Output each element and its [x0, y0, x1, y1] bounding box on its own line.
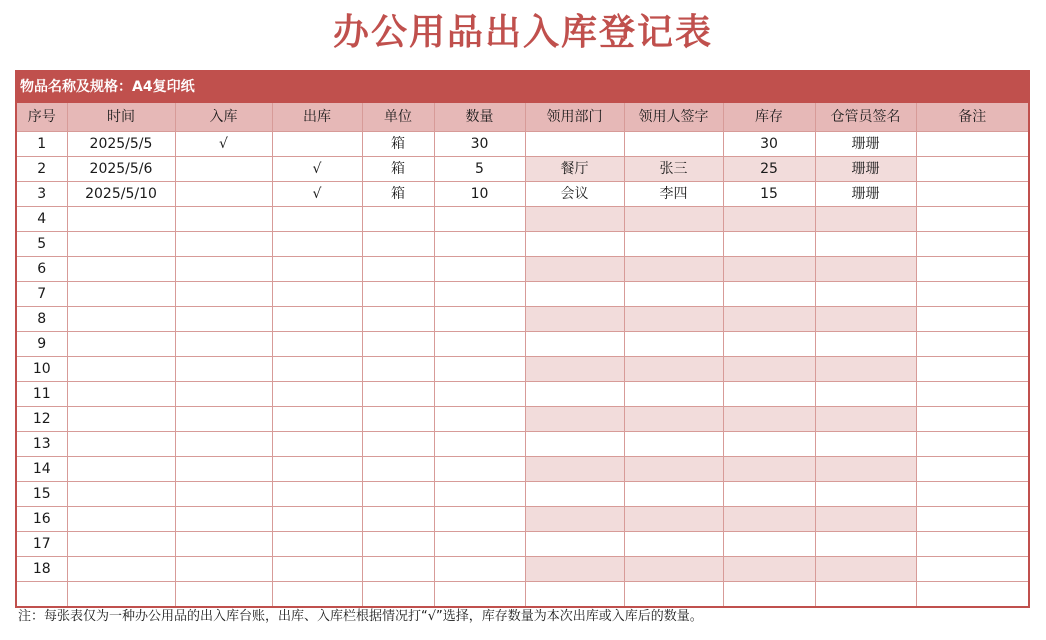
cell-receiver-signature[interactable]: [624, 457, 723, 482]
cell-keeper-signature[interactable]: [815, 407, 916, 432]
cell-department[interactable]: [525, 357, 624, 382]
cell-stock-out[interactable]: [272, 282, 362, 307]
cell-remarks[interactable]: [916, 507, 1028, 532]
cell-remarks[interactable]: [916, 407, 1028, 432]
cell-seq[interactable]: 18: [17, 557, 67, 582]
cell-remarks[interactable]: [916, 457, 1028, 482]
cell-stock[interactable]: [723, 482, 815, 507]
cell-date[interactable]: [67, 232, 175, 257]
table-row: [17, 457, 1028, 482]
cell-receiver-signature[interactable]: [624, 207, 723, 232]
cell-unit[interactable]: [362, 582, 434, 607]
cell-quantity[interactable]: [434, 457, 525, 482]
cell-stock-in[interactable]: [175, 432, 272, 457]
cell-stock-out[interactable]: [272, 257, 362, 282]
cell-remarks[interactable]: [916, 257, 1028, 282]
table-row: [17, 407, 1028, 432]
cell-stock-in[interactable]: [175, 382, 272, 407]
table-row: [17, 582, 1028, 607]
cell-department[interactable]: 会议: [525, 182, 624, 207]
cell-date[interactable]: [67, 207, 175, 232]
cell-stock-out[interactable]: [272, 532, 362, 557]
cell-stock[interactable]: 30: [723, 132, 815, 157]
column-header-keeper-signature: 仓管员签名: [815, 103, 916, 132]
cell-seq[interactable]: 10: [17, 357, 67, 382]
cell-seq[interactable]: 16: [17, 507, 67, 532]
column-header-unit: 单位: [362, 103, 434, 132]
cell-seq[interactable]: 15: [17, 482, 67, 507]
cell-department[interactable]: [525, 557, 624, 582]
cell-stock-in[interactable]: [175, 457, 272, 482]
cell-stock-out[interactable]: [272, 557, 362, 582]
cell-department[interactable]: [525, 332, 624, 357]
cell-receiver-signature[interactable]: [624, 307, 723, 332]
cell-unit[interactable]: [362, 482, 434, 507]
table-row: [17, 232, 1028, 257]
cell-department[interactable]: [525, 532, 624, 557]
cell-quantity[interactable]: [434, 282, 525, 307]
cell-receiver-signature[interactable]: [624, 532, 723, 557]
cell-unit[interactable]: [362, 382, 434, 407]
table-row: [17, 307, 1028, 332]
cell-unit[interactable]: [362, 307, 434, 332]
cell-quantity[interactable]: [434, 232, 525, 257]
cell-receiver-signature[interactable]: [624, 132, 723, 157]
column-header-stock-in: 入库: [175, 103, 272, 132]
cell-date[interactable]: [67, 532, 175, 557]
cell-seq[interactable]: 8: [17, 307, 67, 332]
cell-remarks[interactable]: [916, 207, 1028, 232]
cell-stock[interactable]: [723, 432, 815, 457]
cell-stock[interactable]: [723, 282, 815, 307]
cell-date[interactable]: [67, 557, 175, 582]
cell-stock-out[interactable]: [272, 457, 362, 482]
column-header-seq: 序号: [17, 103, 67, 132]
cell-receiver-signature[interactable]: [624, 407, 723, 432]
cell-seq[interactable]: 4: [17, 207, 67, 232]
cell-quantity[interactable]: 30: [434, 132, 525, 157]
sheet-title: 办公用品出入库登记表: [332, 12, 713, 53]
cell-date[interactable]: [67, 257, 175, 282]
cell-remarks[interactable]: [916, 382, 1028, 407]
cell-quantity[interactable]: [434, 382, 525, 407]
cell-stock-out[interactable]: [272, 357, 362, 382]
cell-remarks[interactable]: [916, 482, 1028, 507]
cell-keeper-signature[interactable]: 珊珊: [815, 132, 916, 157]
cell-unit[interactable]: 箱: [362, 157, 434, 182]
cell-quantity[interactable]: [434, 257, 525, 282]
cell-remarks[interactable]: [916, 582, 1028, 607]
cell-receiver-signature[interactable]: [624, 482, 723, 507]
cell-stock-in[interactable]: [175, 257, 272, 282]
cell-stock-in[interactable]: [175, 357, 272, 382]
cell-stock-in[interactable]: [175, 207, 272, 232]
cell-quantity[interactable]: [434, 507, 525, 532]
cell-stock-out[interactable]: [272, 207, 362, 232]
column-header-department: 领用部门: [525, 103, 624, 132]
cell-stock-out[interactable]: [272, 482, 362, 507]
cell-stock-out[interactable]: [272, 582, 362, 607]
cell-unit[interactable]: [362, 232, 434, 257]
cell-quantity[interactable]: [434, 407, 525, 432]
table-row: [17, 357, 1028, 382]
cell-quantity[interactable]: [434, 482, 525, 507]
cell-seq[interactable]: 7: [17, 282, 67, 307]
cell-stock-in[interactable]: √: [175, 132, 272, 157]
cell-stock-out[interactable]: [272, 382, 362, 407]
cell-unit[interactable]: [362, 457, 434, 482]
table-row: [17, 282, 1028, 307]
cell-seq[interactable]: 14: [17, 457, 67, 482]
item-name-bar[interactable]: 物品名称及规格：A4复印纸: [17, 72, 1028, 103]
cell-quantity[interactable]: [434, 357, 525, 382]
cell-department[interactable]: 餐厅: [525, 157, 624, 182]
cell-stock-out[interactable]: [272, 507, 362, 532]
cell-keeper-signature[interactable]: [815, 457, 916, 482]
cell-keeper-signature[interactable]: [815, 257, 916, 282]
cell-quantity[interactable]: [434, 207, 525, 232]
cell-date[interactable]: [67, 582, 175, 607]
column-header-receiver-signature: 领用人签字: [624, 103, 723, 132]
cell-unit[interactable]: [362, 532, 434, 557]
cell-keeper-signature[interactable]: [815, 432, 916, 457]
cell-keeper-signature[interactable]: [815, 232, 916, 257]
cell-department[interactable]: [525, 457, 624, 482]
cell-keeper-signature[interactable]: [815, 557, 916, 582]
cell-stock-in[interactable]: [175, 482, 272, 507]
cell-remarks[interactable]: [916, 307, 1028, 332]
cell-stock[interactable]: [723, 407, 815, 432]
cell-date[interactable]: [67, 282, 175, 307]
cell-stock[interactable]: [723, 332, 815, 357]
cell-stock[interactable]: [723, 357, 815, 382]
cell-stock[interactable]: 25: [723, 157, 815, 182]
cell-keeper-signature[interactable]: [815, 357, 916, 382]
cell-stock-in[interactable]: [175, 182, 272, 207]
cell-unit[interactable]: [362, 357, 434, 382]
cell-keeper-signature[interactable]: 珊珊: [815, 157, 916, 182]
column-header-remarks: 备注: [916, 103, 1028, 132]
table-row: [17, 207, 1028, 232]
cell-unit[interactable]: [362, 432, 434, 457]
cell-keeper-signature[interactable]: 珊珊: [815, 182, 916, 207]
table-body: [17, 132, 1028, 607]
cell-seq[interactable]: 11: [17, 382, 67, 407]
cell-keeper-signature[interactable]: [815, 532, 916, 557]
cell-stock[interactable]: [723, 382, 815, 407]
cell-stock-in[interactable]: [175, 532, 272, 557]
cell-stock-out[interactable]: [272, 432, 362, 457]
cell-stock-in[interactable]: [175, 232, 272, 257]
cell-department[interactable]: [525, 482, 624, 507]
cell-unit[interactable]: 箱: [362, 182, 434, 207]
cell-seq[interactable]: 9: [17, 332, 67, 357]
table-row: [17, 332, 1028, 357]
cell-department[interactable]: [525, 507, 624, 532]
cell-department[interactable]: [525, 582, 624, 607]
cell-stock[interactable]: [723, 557, 815, 582]
cell-seq[interactable]: 6: [17, 257, 67, 282]
cell-stock-in[interactable]: [175, 582, 272, 607]
cell-remarks[interactable]: [916, 182, 1028, 207]
cell-receiver-signature[interactable]: [624, 507, 723, 532]
cell-stock-in[interactable]: [175, 157, 272, 182]
cell-date[interactable]: [67, 357, 175, 382]
cell-unit[interactable]: [362, 332, 434, 357]
ledger-sheet: [15, 70, 1030, 608]
cell-stock-out[interactable]: [272, 407, 362, 432]
cell-remarks[interactable]: [916, 132, 1028, 157]
cell-stock[interactable]: [723, 507, 815, 532]
cell-department[interactable]: [525, 407, 624, 432]
cell-department[interactable]: [525, 207, 624, 232]
cell-unit[interactable]: [362, 507, 434, 532]
column-header-quantity: 数量: [434, 103, 525, 132]
cell-keeper-signature[interactable]: [815, 332, 916, 357]
cell-stock[interactable]: [723, 257, 815, 282]
cell-remarks[interactable]: [916, 157, 1028, 182]
cell-stock-in[interactable]: [175, 332, 272, 357]
cell-date[interactable]: [67, 407, 175, 432]
cell-unit[interactable]: 箱: [362, 132, 434, 157]
cell-department[interactable]: [525, 432, 624, 457]
cell-remarks[interactable]: [916, 282, 1028, 307]
cell-date[interactable]: 2025/5/10: [67, 182, 175, 207]
cell-receiver-signature[interactable]: [624, 357, 723, 382]
table-row: [17, 157, 1028, 182]
cell-date[interactable]: [67, 332, 175, 357]
cell-date[interactable]: 2025/5/6: [67, 157, 175, 182]
cell-unit[interactable]: [362, 282, 434, 307]
cell-department[interactable]: [525, 232, 624, 257]
cell-stock[interactable]: [723, 207, 815, 232]
cell-department[interactable]: [525, 382, 624, 407]
cell-stock-in[interactable]: [175, 307, 272, 332]
cell-keeper-signature[interactable]: [815, 382, 916, 407]
table-row: [17, 532, 1028, 557]
cell-receiver-signature[interactable]: [624, 582, 723, 607]
header-row: [17, 103, 1028, 132]
column-header-date: 时间: [67, 103, 175, 132]
column-header-stock: 库存: [723, 103, 815, 132]
cell-seq[interactable]: 17: [17, 532, 67, 557]
cell-seq[interactable]: 2: [17, 157, 67, 182]
cell-stock[interactable]: [723, 457, 815, 482]
cell-seq[interactable]: 13: [17, 432, 67, 457]
cell-stock-out[interactable]: [272, 307, 362, 332]
cell-department[interactable]: [525, 132, 624, 157]
cell-quantity[interactable]: [434, 432, 525, 457]
cell-receiver-signature[interactable]: [624, 257, 723, 282]
ledger-table: [17, 103, 1028, 606]
cell-unit[interactable]: [362, 557, 434, 582]
cell-stock-in[interactable]: [175, 557, 272, 582]
cell-keeper-signature[interactable]: [815, 582, 916, 607]
cell-stock[interactable]: [723, 582, 815, 607]
cell-receiver-signature[interactable]: 李四: [624, 182, 723, 207]
table-row: [17, 482, 1028, 507]
cell-keeper-signature[interactable]: [815, 207, 916, 232]
cell-stock-out[interactable]: [272, 332, 362, 357]
table-row: [17, 507, 1028, 532]
cell-receiver-signature[interactable]: [624, 557, 723, 582]
cell-keeper-signature[interactable]: [815, 482, 916, 507]
cell-receiver-signature[interactable]: [624, 432, 723, 457]
cell-quantity[interactable]: [434, 557, 525, 582]
cell-receiver-signature[interactable]: [624, 382, 723, 407]
cell-date[interactable]: [67, 457, 175, 482]
cell-stock-out[interactable]: [272, 132, 362, 157]
cell-remarks[interactable]: [916, 232, 1028, 257]
cell-receiver-signature[interactable]: 张三: [624, 157, 723, 182]
cell-department[interactable]: [525, 282, 624, 307]
cell-remarks[interactable]: [916, 432, 1028, 457]
cell-keeper-signature[interactable]: [815, 307, 916, 332]
cell-stock[interactable]: [723, 307, 815, 332]
cell-quantity[interactable]: 5: [434, 157, 525, 182]
column-header-stock-out: 出库: [272, 103, 362, 132]
cell-receiver-signature[interactable]: [624, 282, 723, 307]
cell-stock[interactable]: 15: [723, 182, 815, 207]
cell-seq[interactable]: 1: [17, 132, 67, 157]
cell-date[interactable]: [67, 432, 175, 457]
cell-stock-in[interactable]: [175, 507, 272, 532]
cell-date[interactable]: [67, 307, 175, 332]
cell-keeper-signature[interactable]: [815, 507, 916, 532]
cell-keeper-signature[interactable]: [815, 282, 916, 307]
cell-stock-in[interactable]: [175, 407, 272, 432]
cell-stock-out[interactable]: √: [272, 182, 362, 207]
table-row: [17, 557, 1028, 582]
cell-seq[interactable]: 5: [17, 232, 67, 257]
cell-quantity[interactable]: [434, 307, 525, 332]
cell-remarks[interactable]: [916, 557, 1028, 582]
cell-date[interactable]: [67, 482, 175, 507]
table-row: [17, 382, 1028, 407]
cell-receiver-signature[interactable]: [624, 332, 723, 357]
cell-department[interactable]: [525, 257, 624, 282]
cell-unit[interactable]: [362, 407, 434, 432]
cell-stock[interactable]: [723, 532, 815, 557]
table-row: [17, 132, 1028, 157]
cell-unit[interactable]: [362, 257, 434, 282]
cell-seq[interactable]: 3: [17, 182, 67, 207]
cell-receiver-signature[interactable]: [624, 232, 723, 257]
cell-quantity[interactable]: 10: [434, 182, 525, 207]
cell-stock-in[interactable]: [175, 282, 272, 307]
cell-department[interactable]: [525, 307, 624, 332]
cell-seq[interactable]: [17, 582, 67, 607]
cell-quantity[interactable]: [434, 332, 525, 357]
table-row: [17, 257, 1028, 282]
cell-seq[interactable]: 12: [17, 407, 67, 432]
cell-stock[interactable]: [723, 232, 815, 257]
cell-remarks[interactable]: [916, 532, 1028, 557]
cell-stock-out[interactable]: [272, 232, 362, 257]
cell-stock-out[interactable]: √: [272, 157, 362, 182]
cell-unit[interactable]: [362, 207, 434, 232]
cell-quantity[interactable]: [434, 582, 525, 607]
cell-date[interactable]: [67, 382, 175, 407]
cell-remarks[interactable]: [916, 357, 1028, 382]
cell-remarks[interactable]: [916, 332, 1028, 357]
cell-date[interactable]: 2025/5/5: [67, 132, 175, 157]
table-row: [17, 182, 1028, 207]
cell-quantity[interactable]: [434, 532, 525, 557]
footnote: 注：每张表仅为一种办公用品的出入库台账，出库、入库栏根据情况打“√”选择，库存数量为本次出库或入库后的数量。: [18, 609, 703, 624]
cell-date[interactable]: [67, 507, 175, 532]
table-row: [17, 432, 1028, 457]
